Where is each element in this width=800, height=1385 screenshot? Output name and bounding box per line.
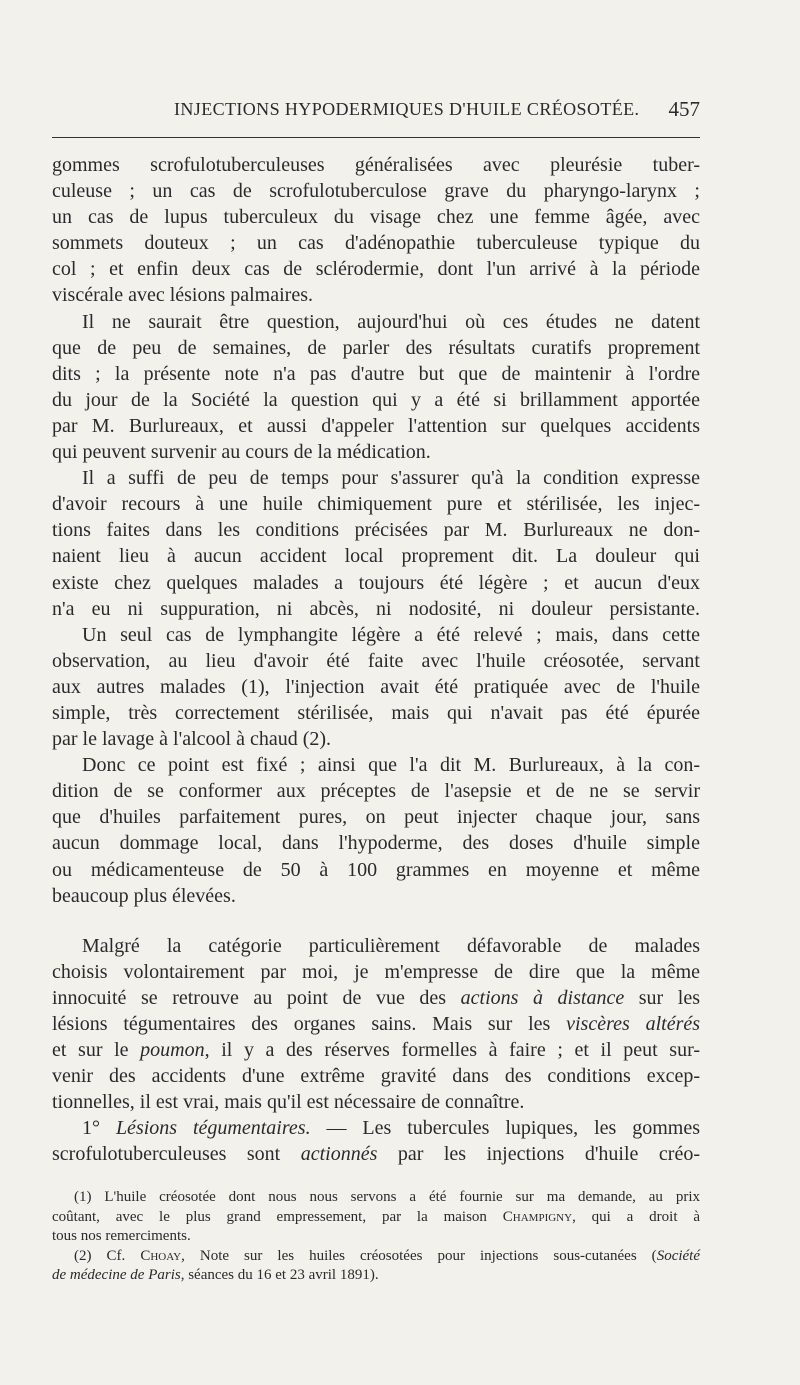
page-header bbox=[52, 97, 700, 123]
text-line: Un seul cas de lymphangite légère a été relevé ; mais, dans cette bbox=[82, 623, 700, 646]
text-line: culeuse ; un cas de scrofulotuberculose grave du pharyngo-larynx ; bbox=[52, 180, 700, 203]
text-run: coûtant, avec le plus grand empressement, par la maison bbox=[52, 1208, 503, 1225]
text-line: observation, au lieu d'avoir été faite avec l'huile créosotée, servant bbox=[52, 649, 700, 672]
text-line: que d'huiles parfaitement pures, on peut injecter chaque jour, sans bbox=[52, 806, 700, 829]
text-run: (2) Cf. bbox=[74, 1247, 141, 1264]
text-line: naient lieu à aucun accident local proprement dit. La douleur qui bbox=[52, 545, 700, 568]
text-line: viscérale avec lésions palmaires. bbox=[52, 284, 313, 307]
text-line: col ; et enfin deux cas de sclérodermie, dont l'un arrivé à la période bbox=[52, 258, 700, 281]
text-line: qui peuvent survenir au cours de la médication. bbox=[52, 441, 431, 464]
text-line: tionnelles, il est vrai, mais qu'il est nécessaire de connaître. bbox=[52, 1091, 525, 1114]
text-line bbox=[52, 1141, 700, 1167]
footnotes bbox=[52, 1188, 700, 1286]
text-run: sur les bbox=[624, 986, 700, 1009]
text-line: par M. Burlureaux, et aussi d'appeler l'attention sur quelques accidents bbox=[52, 414, 700, 437]
small-caps-run: Champigny bbox=[502, 1208, 573, 1225]
body-text bbox=[52, 152, 700, 1168]
text-line: choisis volontairement par moi, je m'empresse de dire que la même bbox=[52, 960, 700, 983]
text-line: dition de se conformer aux préceptes de l'asepsie et de ne se servir bbox=[52, 780, 700, 803]
text-line: simple, très correctement stérilisée, mais qui n'avait pas été épurée bbox=[52, 701, 700, 724]
text-run: , il y a des réserves formelles à faire ; et il peut sur- bbox=[204, 1039, 700, 1062]
text-run: , séances du 16 et 23 avril 1891). bbox=[180, 1267, 379, 1283]
footnote-line: (1) L'huile créosotée dont nous nous servons a été fournie sur ma demande, au prix bbox=[74, 1189, 700, 1205]
footnote-line bbox=[52, 1247, 700, 1267]
text-line: sommets douteux ; un cas d'adénopathie tuberculeuse typique du bbox=[52, 232, 700, 255]
text-line: Il a suffi de peu de temps pour s'assurer qu'à la condition expresse bbox=[82, 467, 700, 490]
text-line: ou médicamenteuse de 50 à 100 grammes en moyenne et même bbox=[52, 858, 700, 881]
text-run: lésions tégumentaires des organes sains. Mais sur les bbox=[52, 1013, 567, 1035]
italic-run: Société bbox=[656, 1247, 700, 1264]
text-line: du jour de la Société la question qui y a été si brillamment apportée bbox=[52, 388, 700, 411]
section-gap bbox=[52, 909, 700, 933]
text-run: , Note sur les huiles créosotées pour injections sous-cutanées ( bbox=[181, 1247, 657, 1264]
text-line: existe chez quelques malades a toujours été légère ; et aucun d'eux bbox=[52, 571, 700, 594]
text-line: tions faites dans les conditions précisées par M. Burlureaux ne don- bbox=[52, 519, 700, 542]
italic-run: poumon bbox=[140, 1039, 205, 1062]
text-run: , qui a droit à bbox=[572, 1208, 700, 1225]
text-line: aux autres malades (1), l'injection avait été pratiquée avec de l'huile bbox=[52, 675, 700, 698]
text-run: par les injections d'huile créo- bbox=[377, 1143, 700, 1166]
small-caps-run: Choay bbox=[140, 1247, 182, 1264]
running-title: INJECTIONS HYPODERMIQUES D'HUILE CRÉOSOTÉE. bbox=[174, 99, 640, 119]
text-line: beaucoup plus élevées. bbox=[52, 884, 236, 907]
text-run: et sur le bbox=[52, 1039, 141, 1062]
text-run: 1° bbox=[82, 1117, 116, 1140]
text-line bbox=[52, 985, 700, 1011]
text-line: Il ne saurait être question, aujourd'hui où ces études ne datent bbox=[82, 310, 700, 333]
text-line: venir des accidents d'une extrême gravité dans des conditions excep- bbox=[52, 1065, 700, 1088]
text-line: gommes scrofulotuberculeuses généralisées avec pleurésie tuber- bbox=[52, 154, 700, 176]
italic-run: actionnés bbox=[300, 1143, 378, 1166]
page-number: 457 bbox=[668, 97, 700, 121]
italic-run: de médecine de Paris bbox=[52, 1267, 181, 1283]
footnote-line: tous nos remerciments. bbox=[52, 1228, 191, 1244]
footnote-line bbox=[52, 1266, 700, 1286]
text-line: n'a eu ni suppuration, ni abcès, ni nodosité, ni douleur persistante. bbox=[52, 597, 700, 620]
text-line: par le lavage à l'alcool à chaud (2). bbox=[52, 728, 332, 751]
text-run: — Les tubercules lupiques, les gommes bbox=[310, 1117, 700, 1140]
text-run: scrofulotuberculeuses sont bbox=[52, 1143, 301, 1166]
header-rule bbox=[52, 137, 700, 138]
footnote-line bbox=[52, 1208, 700, 1228]
text-line bbox=[52, 1037, 700, 1063]
text-line: que de peu de semaines, de parler des résultats curatifs proprement bbox=[52, 336, 700, 359]
italic-run: Lésions tégumentaires. bbox=[115, 1117, 311, 1140]
text-line: dits ; la présente note n'a pas d'autre but que de maintenir à l'ordre bbox=[52, 362, 700, 385]
text-run: innocuité se retrouve au point de vue des bbox=[52, 986, 461, 1009]
text-line: aucun dommage local, dans l'hypoderme, des doses d'huile simple bbox=[52, 832, 700, 855]
text-line: un cas de lupus tuberculeux du visage chez une femme âgée, avec bbox=[52, 206, 700, 229]
text-line: d'avoir recours à une huile chimiquement pure et stérilisée, les injec- bbox=[52, 493, 700, 516]
text-line: Malgré la catégorie particulièrement défavorable de malades bbox=[82, 934, 700, 957]
italic-run: viscères altérés bbox=[566, 1013, 701, 1035]
text-line: Donc ce point est fixé ; ainsi que l'a dit M. Burlureaux, à la con- bbox=[82, 754, 700, 777]
italic-run: actions à distance bbox=[460, 986, 625, 1009]
text-line bbox=[52, 1011, 700, 1037]
text-line bbox=[52, 1115, 700, 1141]
